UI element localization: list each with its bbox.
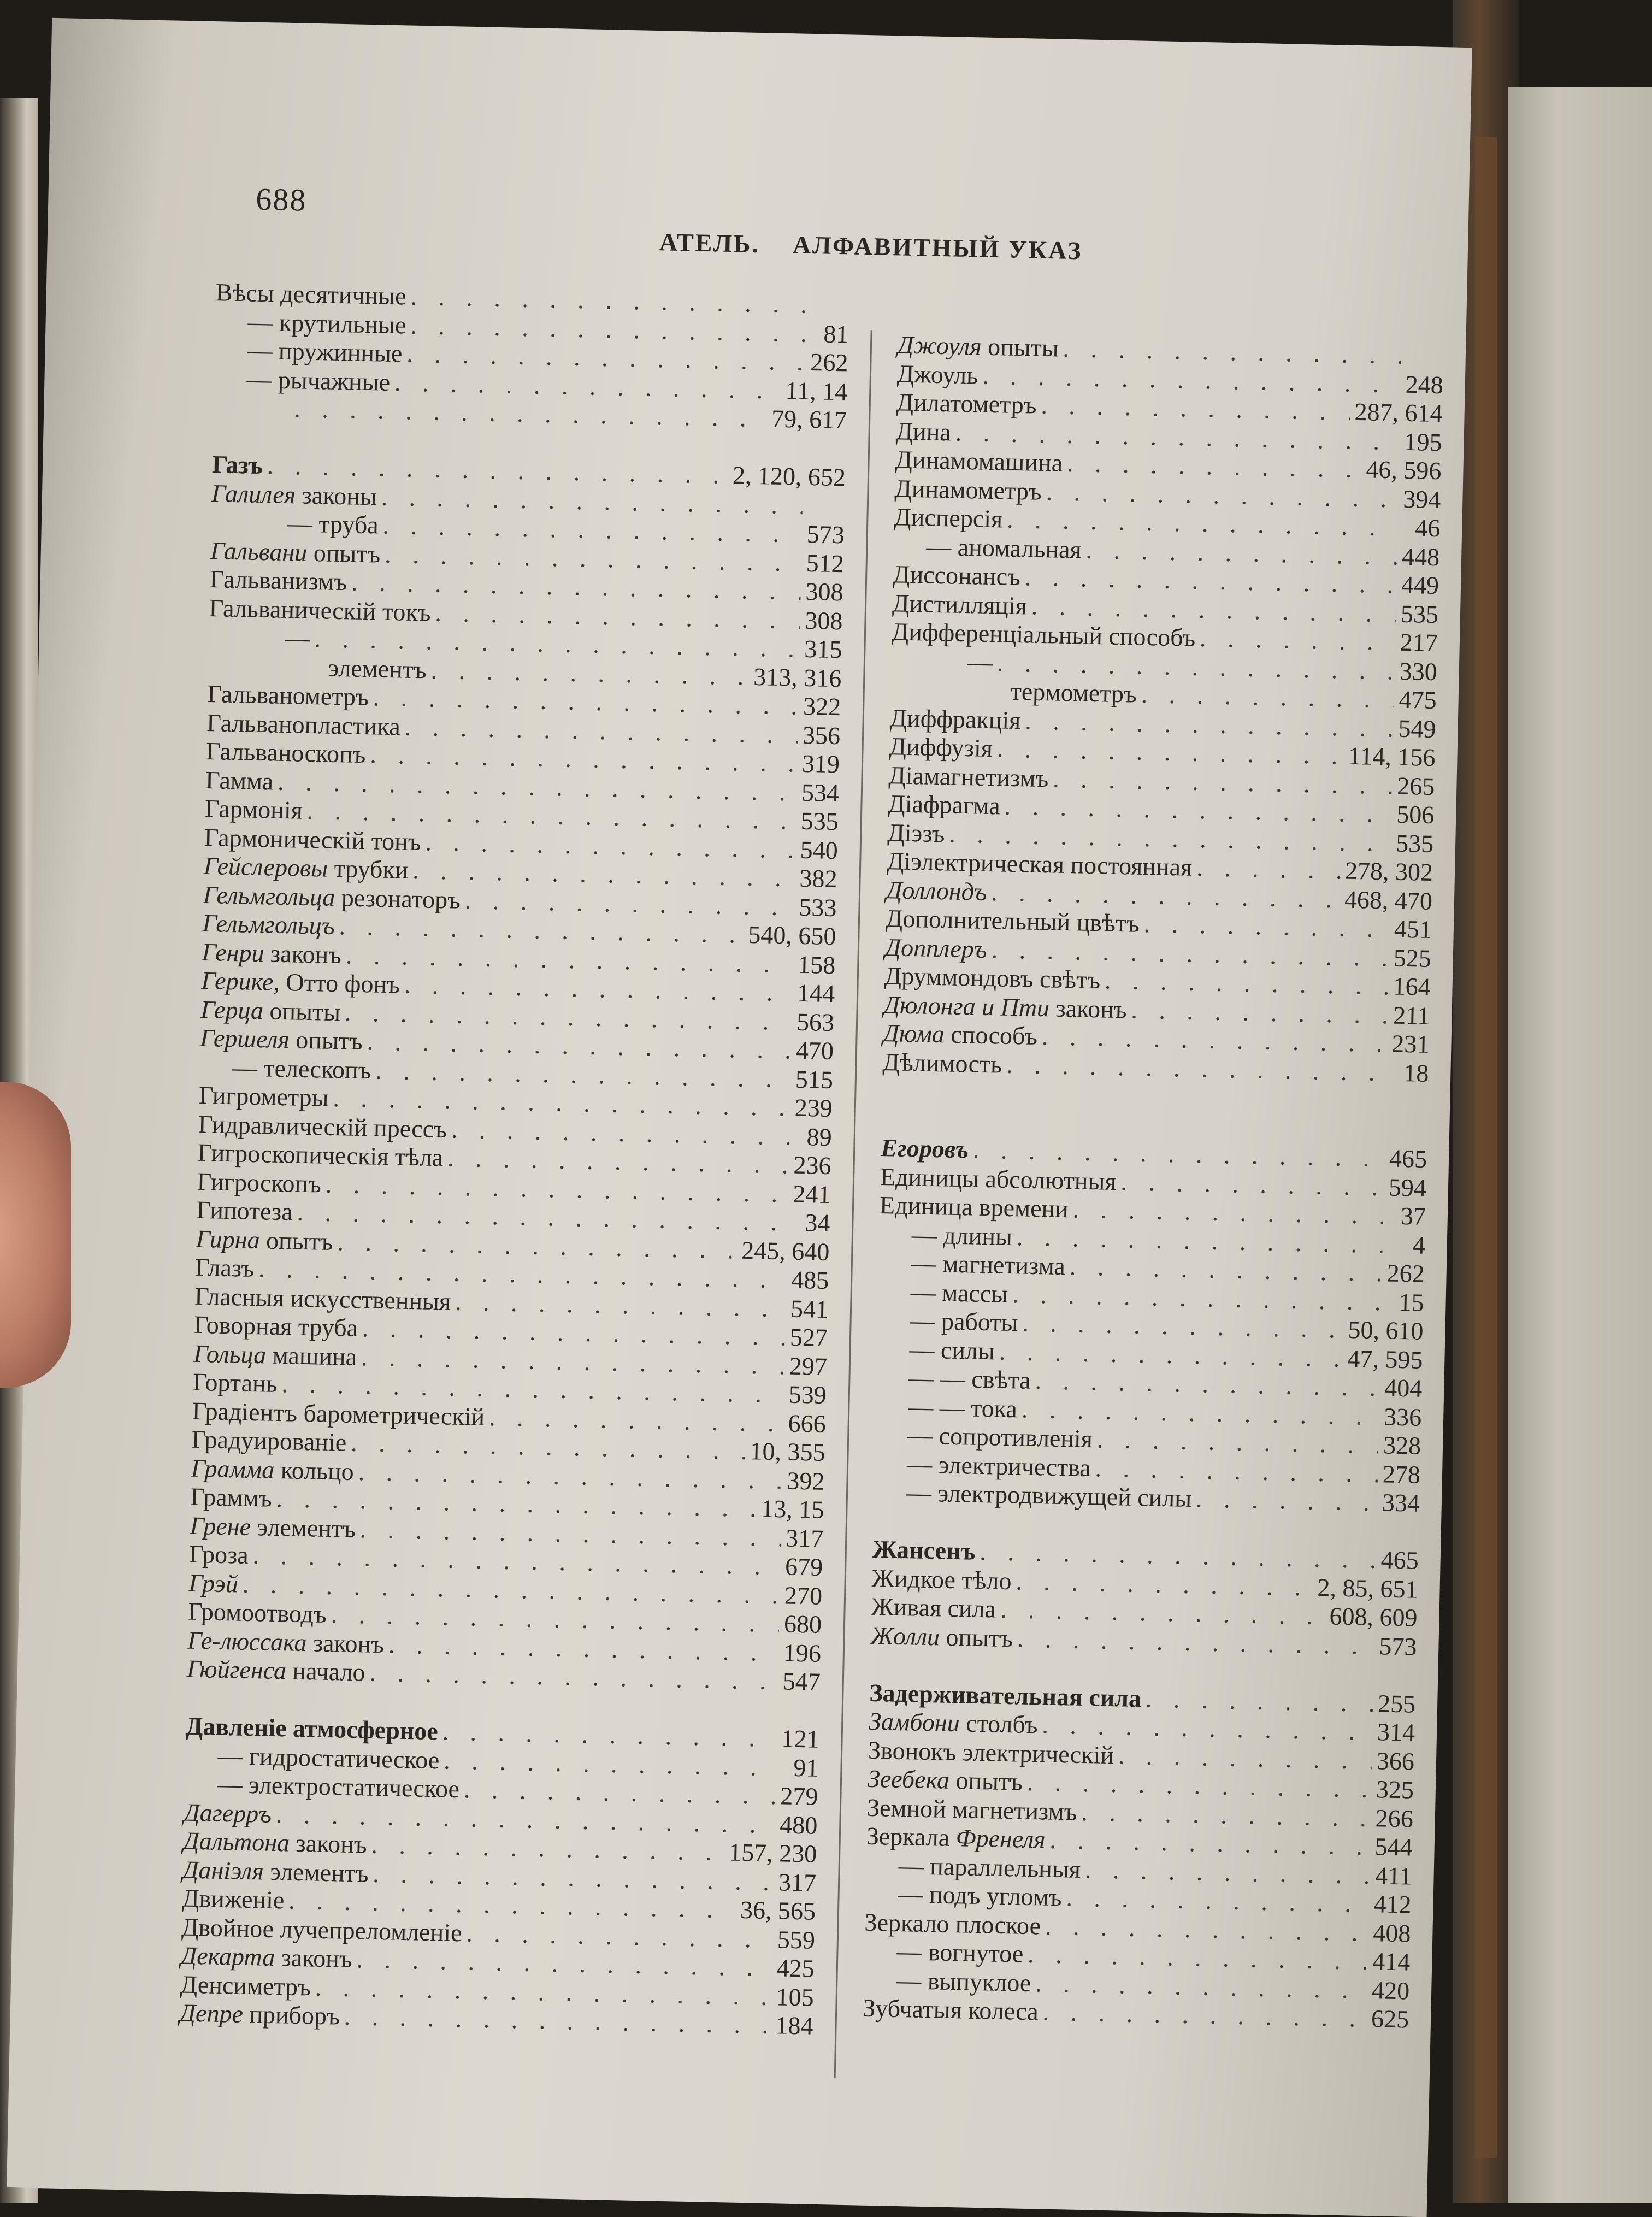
page-references: 480 [779, 1810, 818, 1839]
index-term: Друммондовъ свѣтъ [884, 962, 1101, 994]
page-references: 563 [796, 1007, 835, 1036]
index-term: — силы [909, 1335, 995, 1365]
index-term: — электродвижущей силы [906, 1478, 1192, 1513]
index-term: Жолли опытъ [870, 1621, 1013, 1652]
index-term: Дилатометръ [896, 388, 1037, 419]
page-references: 313, 316 [753, 662, 842, 692]
page-references: 287, 614 [1354, 397, 1443, 428]
index-term: Дифференціальный способъ [891, 617, 1196, 652]
page-references: 404 [1384, 1373, 1423, 1402]
index-term: Гигроскопическія тѣла [197, 1138, 444, 1172]
page-references: 680 [783, 1609, 822, 1638]
index-term: Глазъ [194, 1253, 255, 1283]
index-term: Зеркало плоское [864, 1908, 1041, 1939]
page-references: 121 [781, 1724, 820, 1753]
index-term: — аномальная [925, 532, 1082, 563]
page-references: 392 [786, 1466, 825, 1495]
page-references: 485 [790, 1265, 829, 1295]
page-references: 573 [1378, 1631, 1417, 1661]
page-references: 468, 470 [1344, 885, 1433, 915]
index-term: — — тока [907, 1392, 1018, 1423]
index-term: Дополнительный цвѣтъ [885, 904, 1140, 937]
index-term: Гельмгольца резонаторъ [203, 880, 461, 914]
page-references: 79, 617 [771, 404, 847, 434]
page-references: 679 [784, 1552, 823, 1581]
index-term: Гальваноскопъ [205, 736, 367, 769]
page-references: 394 [1402, 485, 1441, 514]
page-references: 412 [1373, 1890, 1412, 1919]
index-term: Даніэля элементъ [182, 1855, 369, 1888]
page-references: 515 [795, 1065, 834, 1094]
index-term: Гальванометръ [206, 680, 369, 711]
facing-page-edge [1508, 87, 1652, 2203]
index-term: Галилея законы [211, 479, 377, 510]
index-term: Гюйгенса начало [186, 1654, 366, 1687]
index-term: Градіентъ барометрическій [192, 1396, 485, 1431]
index-term: Дина [895, 416, 952, 446]
page-references: 270 [784, 1581, 823, 1610]
index-term: Гейслеровы трубки [203, 851, 409, 884]
index-term: Грене элементъ [190, 1511, 356, 1543]
page-references: 10, 355 [750, 1437, 826, 1466]
index-term: Громоотводъ [187, 1597, 327, 1628]
index-term: Земной магнетизмъ [866, 1793, 1078, 1826]
index-term: Граммъ [190, 1482, 273, 1512]
index-term: Гершеля опытъ [199, 1023, 363, 1056]
index-term: Гальванопластика [206, 708, 401, 740]
page-references: 317 [778, 1867, 817, 1897]
book-spine [1475, 137, 1497, 2158]
page-references: 547 [782, 1667, 821, 1696]
page-references: 475 [1399, 685, 1437, 715]
page-references [811, 313, 849, 314]
page-references: 573 [806, 520, 845, 549]
index-term: — гидростатическое [217, 1741, 440, 1774]
page-references: 279 [780, 1782, 818, 1811]
page-references: 266 [1375, 1803, 1414, 1833]
index-term: Допплеръ [884, 933, 988, 963]
index-term: Дагерръ [184, 1798, 272, 1828]
index-term [213, 415, 290, 417]
page-references: 114, 156 [1348, 741, 1436, 772]
page-references: 15 [1399, 1288, 1425, 1317]
page-references: 11, 14 [785, 376, 848, 405]
page-number: 688 [255, 181, 308, 218]
index-term: Діамагнетизмъ [888, 760, 1049, 792]
page-references: 262 [810, 347, 848, 377]
page-references: 411 [1374, 1861, 1413, 1890]
page-references: 356 [802, 721, 841, 750]
index-term: Гольца машина [193, 1339, 357, 1371]
page-references: 144 [796, 978, 835, 1008]
page-references: 535 [800, 806, 839, 836]
index-term: — выпуклое [895, 1966, 1031, 1997]
page-references: 34 [804, 1208, 830, 1237]
page-references: 527 [789, 1323, 828, 1352]
index-term: Замбони столбъ [868, 1707, 1039, 1739]
leader-dots [1042, 1998, 1367, 2033]
index-term: Грэй [188, 1569, 239, 1598]
index-term: Двойное лучепреломленіе [181, 1913, 463, 1947]
index-term: — [285, 623, 311, 652]
page-references: 549 [1398, 714, 1437, 743]
index-term: Зеркала Френеля [866, 1821, 1046, 1854]
page-references: 539 [788, 1380, 827, 1410]
index-term: Градуированіе [191, 1425, 347, 1457]
index-term: Гамма [205, 765, 274, 795]
page-references: 544 [1374, 1832, 1413, 1861]
page-references: 608, 609 [1329, 1602, 1418, 1632]
page-references: 319 [801, 749, 840, 779]
page-references: 336 [1383, 1402, 1422, 1431]
page-references: 13, 15 [760, 1494, 824, 1524]
page-references: 525 [1393, 944, 1432, 972]
index-term: Диссонансъ [892, 560, 1021, 591]
page-references: 382 [799, 864, 838, 893]
index-term: Гласныя искусственныя [194, 1282, 451, 1316]
index-term: — пружинные [247, 336, 403, 368]
index-term: Гармонія [204, 794, 303, 824]
index-term: элементъ [327, 653, 427, 683]
index-term: Звонокъ электрическій [868, 1736, 1114, 1769]
leader-dots [1143, 910, 1389, 943]
page-references: 534 [801, 778, 840, 807]
page-references: 625 [1371, 2004, 1409, 2033]
index-term: — работы [910, 1306, 1018, 1337]
index-term: Газъ [211, 450, 263, 480]
index-term: Гигрометры [198, 1081, 329, 1112]
page-references: 236 [793, 1151, 832, 1180]
index-term: Единица времени [879, 1190, 1069, 1223]
index-term: Грамма кольцо [191, 1454, 355, 1485]
leader-dots [1146, 1684, 1373, 1718]
index-term: — параллельныя [898, 1851, 1081, 1883]
page-references: 91 [793, 1753, 819, 1782]
page-references: 330 [1399, 657, 1438, 686]
page-references: 211 [1393, 1001, 1431, 1030]
index-term: Джоуля опыты [897, 331, 1059, 362]
page-references: 308 [805, 577, 844, 606]
index-term: — труба [287, 509, 379, 539]
page-references: 420 [1371, 1976, 1410, 2005]
page-references: 535 [1395, 829, 1434, 858]
page-references: 89 [806, 1122, 833, 1151]
index-term: Діафрагма [887, 789, 1001, 820]
page-references: 46, 596 [1365, 455, 1442, 485]
page-references: 47, 595 [1347, 1344, 1423, 1374]
page-references: 465 [1389, 1144, 1427, 1173]
page-references: 262 [1386, 1259, 1425, 1288]
index-term: Гальвани опытъ [210, 536, 381, 568]
leader-dots [1141, 680, 1394, 714]
index-term: Задерживательная сила [869, 1678, 1142, 1712]
index-term: Дюма способъ [883, 1019, 1038, 1050]
index-term: термометръ [1010, 677, 1137, 708]
index-term: Гигроскопъ [197, 1167, 322, 1198]
page-references: 308 [804, 606, 843, 635]
index-term: Вѣсы десятичные [215, 278, 407, 310]
index-term: Генри законъ [202, 937, 342, 969]
page-references: 325 [1376, 1775, 1414, 1804]
index-term: Единицы абсолютныя [880, 1162, 1117, 1195]
index-term: Денсиметръ [180, 1970, 311, 2001]
index-term: — электростатическое [217, 1770, 460, 1803]
page-references: 414 [1372, 1947, 1411, 1976]
page-references: 184 [775, 2011, 814, 2040]
index-term: Жидкое тѣло [871, 1564, 1012, 1595]
index-term: Джоуль [896, 359, 978, 389]
page-references: 50, 610 [1347, 1315, 1424, 1345]
page-references: 506 [1396, 800, 1435, 829]
index-term: Дальтона законъ [182, 1826, 368, 1859]
index-term: Герике, Отто фонъ [200, 966, 400, 999]
book-page [7, 18, 1472, 2217]
index-term: — сопротивленія [907, 1421, 1093, 1453]
index-term: — крутильные [247, 307, 407, 339]
running-head-right: АЛФАВИТНЫЙ УКАЗ [792, 231, 1083, 265]
page-references: 46 [1414, 514, 1441, 543]
page-references: 470 [795, 1036, 834, 1065]
index-term: — телескопъ [232, 1053, 371, 1084]
index-column-right [863, 331, 1444, 2034]
page-references: 105 [776, 1982, 815, 2012]
index-column-left [179, 278, 849, 2041]
leader-dots [1131, 995, 1388, 1029]
index-term: Живая сила [871, 1592, 996, 1623]
index-term: Дисперсія [893, 503, 1003, 533]
page-references: 334 [1382, 1488, 1420, 1517]
page-references: 533 [798, 893, 837, 922]
page-references: 18 [1403, 1058, 1429, 1087]
page-references: 196 [783, 1638, 822, 1667]
index-term: Гипотеза [196, 1195, 293, 1226]
running-head-left: АТЕЛЬ. [659, 228, 760, 258]
page-references: 265 [1396, 771, 1435, 800]
index-term: — магнетизма [911, 1249, 1066, 1281]
page-references: 278, 302 [1344, 856, 1433, 887]
page-references: 328 [1383, 1431, 1421, 1460]
page-references: 37 [1400, 1201, 1426, 1230]
index-term: Движеніе [181, 1884, 285, 1914]
index-term: Гирна опытъ [196, 1224, 334, 1255]
index-term: Гальванизмъ [209, 565, 347, 596]
page-references: 158 [797, 950, 836, 979]
page-references: 314 [1377, 1718, 1415, 1747]
index-term: Егоровъ [880, 1134, 969, 1164]
page-references: 157, 230 [728, 1838, 817, 1868]
index-term: Дюлонга и Пти законъ [883, 990, 1128, 1023]
page-references: 297 [789, 1352, 828, 1381]
page-references: 231 [1391, 1029, 1430, 1058]
leader-dots [1118, 1741, 1372, 1775]
index-term: Діэлектрическая постоянная [886, 847, 1193, 881]
index-term: — вогнутое [896, 1937, 1024, 1968]
leader-dots [1120, 1168, 1384, 1201]
page-references: 559 [777, 1925, 816, 1954]
index-term: Зеебека опытъ [867, 1764, 1023, 1796]
index-term: Доллондъ [886, 875, 987, 906]
index-term: Герца опыты [200, 995, 341, 1026]
page-references: 248 [1405, 370, 1444, 399]
page-references: 322 [803, 692, 841, 721]
index-term: Декарта законъ [180, 1941, 353, 1973]
page-references: 217 [1400, 628, 1438, 657]
page-references: 425 [776, 1954, 815, 1983]
index-term: Жансенъ [872, 1535, 976, 1565]
page-references: 317 [785, 1524, 824, 1553]
page-references: 408 [1372, 1918, 1411, 1948]
page-references: 241 [792, 1180, 831, 1208]
page-references: 315 [804, 634, 842, 664]
index-term: Ге-люссака законъ [187, 1626, 385, 1658]
page-references: 666 [788, 1409, 827, 1438]
page-references: 535 [1400, 599, 1439, 628]
index-term: — — свѣта [908, 1364, 1031, 1394]
index-term: Диффузія [889, 732, 993, 763]
leader-dots [1196, 853, 1341, 885]
page-references: 366 [1376, 1746, 1415, 1776]
index-term: Діэзъ [887, 818, 945, 847]
page-references: 195 [1404, 427, 1443, 456]
page-references: 512 [806, 549, 845, 577]
index-term: Гроза [188, 1540, 249, 1569]
leader-dots [1196, 1484, 1378, 1517]
index-term: Диффракція [889, 703, 1021, 734]
index-term: Гармоническій тонъ [204, 823, 422, 856]
page-references: 164 [1393, 972, 1431, 1001]
page-references: 540, 650 [747, 920, 836, 951]
page-references: 540 [800, 835, 839, 864]
page-references: 451 [1394, 915, 1432, 944]
index-term: Гальваническій токъ [209, 593, 432, 627]
index-term: Давленіе атмосферное [185, 1712, 439, 1746]
index-term: Депре приборъ [179, 1998, 340, 2030]
page-references: 255 [1377, 1689, 1416, 1718]
page-references: 465 [1380, 1546, 1419, 1575]
index-term: Динамометръ [894, 474, 1042, 505]
index-term: — рычажные [246, 364, 391, 396]
page-references: 245, 640 [741, 1236, 830, 1266]
index-term: — массы [910, 1277, 1008, 1308]
index-term: — [967, 647, 993, 676]
index-term: — подъ угломъ [898, 1879, 1063, 1912]
page-references: 4 [1412, 1230, 1426, 1259]
index-term: Говорная труба [193, 1310, 358, 1342]
page-references: 449 [1401, 570, 1439, 600]
page-references: 278 [1382, 1459, 1421, 1489]
page-references: 81 [823, 319, 849, 348]
thumb [0, 1082, 71, 1388]
index-term: Гортань [192, 1367, 278, 1398]
index-term: — длины [911, 1220, 1013, 1251]
page-references: 36, 565 [740, 1895, 816, 1925]
leader-dots [1200, 624, 1396, 656]
index-term: — электричества [906, 1449, 1092, 1482]
page-references: 448 [1401, 542, 1440, 571]
index-term: Гидравлическій прессъ [198, 1110, 447, 1143]
page-references: 541 [790, 1294, 829, 1323]
index-term: Дистилляція [892, 588, 1028, 620]
index-term: Зубчатыя колеса [862, 1994, 1039, 2026]
index-term: Динамомашина [895, 445, 1063, 477]
index-term: Гельмгольцъ [202, 909, 335, 940]
index-term: Дѣлимость [882, 1047, 1002, 1078]
page-references: 2, 120, 652 [732, 461, 846, 492]
running-head [659, 227, 1083, 265]
page-references: 2, 85, 651 [1317, 1573, 1419, 1603]
page-references: 594 [1388, 1172, 1427, 1202]
page-references: 239 [794, 1093, 833, 1123]
